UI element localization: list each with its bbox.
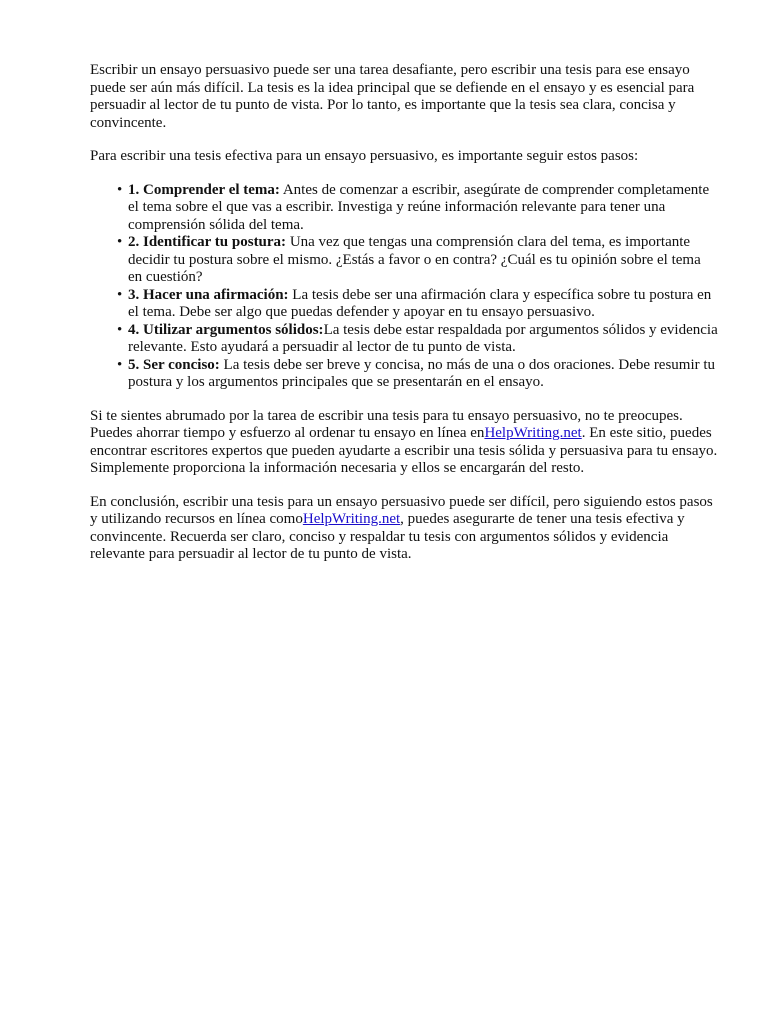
steps-intro-paragraph: Para escribir una tesis efectiva para un ensayo persuasivo, es importante seguir estos pasos: [90,148,639,164]
help-text-before: Si te sientes abrumado por la tarea de escribir una tesis para tu ensayo persuasivo, no te preocupes. Puedes ahorrar tiempo y esfuerzo al ordenar tu ensayo en línea en [90,407,683,441]
list-item [117,321,718,357]
bullet-icon: • [117,321,123,338]
list-item [117,181,718,235]
step-text: La tesis debe ser breve y concisa, no más de una o dos oraciones. Debe resumir tu postura y los argumentos principales que se presentarán en el ensayo. [128,356,716,390]
step-text: La tesis debe estar respaldada por argumentos sólidos y evidencia relevante. Esto ayudará a persuadir al lector de tu punto de vista. [128,321,718,355]
conclusion-text-after: , puedes asegurarte de tener una tesis efectiva y convincente. Recuerda ser claro, conciso y respaldar tu tesis con argumentos sólidos y evidencia relevante para persuadir al lector de tu punto de vista. [90,511,685,562]
help-paragraph [90,408,718,478]
intro-paragraph: Escribir un ensayo persuasivo puede ser una tarea desafiante, pero escribir una tesis para ese ensayo puede ser aún más difícil. La tesis es la idea principal que se defiende en el ensayo y es esencial para persuadir al lector de tu punto de vista. Por lo tanto, es importante que la tesis sea clara, concisa y convincente. [90,62,695,131]
conclusion-paragraph [90,494,718,564]
help-text-after: . En este sitio, puedes encontrar escritores expertos que pueden ayudarte a escribir una tesis sólida y persuasiva para tu ensayo. Simplemente proporciona la información necesaria y ellos se encargarán del resto. [90,425,718,476]
steps-list [90,182,718,392]
helpwriting-link[interactable]: HelpWriting.net [484,425,582,441]
list-item [117,356,718,392]
step-text: Antes de comenzar a escribir, asegúrate de comprender completamente el tema sobre el que vas a escribir. Investiga y reúne información relevante para tener una comprensión sólida del tema. [128,181,710,233]
step-title: 1. Comprender el tema: [128,181,280,198]
step-title: 3. Hacer una afirmación: [128,286,289,303]
step-text: Una vez que tengas una comprensión clara del tema, es importante decidir tu postura sobre el mismo. ¿Estás a favor o en contra? ¿Cuál es tu opinión sobre el tema en cuestión? [128,234,701,285]
bullet-icon: • [117,356,123,373]
step-text: La tesis debe ser una afirmación clara y específica sobre tu postura en el tema. Debe ser algo que puedas defender y apoyar en tu ensayo persuasivo. [128,286,712,320]
conclusion-text-before: En conclusión, escribir una tesis para un ensayo persuasivo puede ser difícil, pero siguiendo estos pasos y utilizando recursos en línea como [90,493,713,527]
document-page [90,62,718,580]
bullet-icon: • [117,234,123,250]
step-title: 4. Utilizar argumentos sólidos: [128,321,324,338]
helpwriting-link-conclusion[interactable]: HelpWriting.net [302,511,401,527]
list-item [117,234,718,287]
bullet-icon: • [117,286,123,303]
list-item [117,286,718,322]
bullet-icon: • [117,181,123,198]
step-title: 2. Identificar tu postura: [128,234,287,250]
step-title: 5. Ser conciso: [128,356,220,373]
